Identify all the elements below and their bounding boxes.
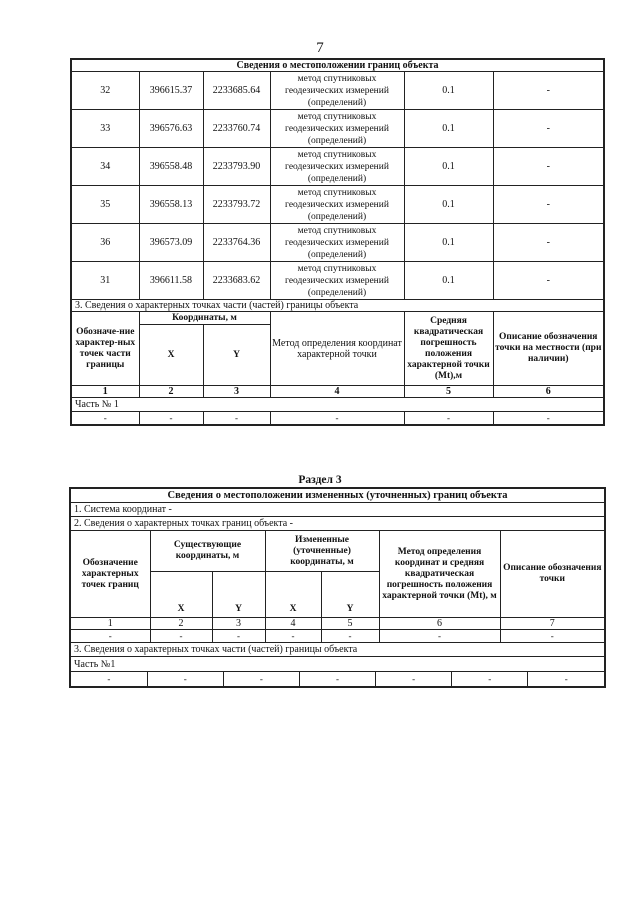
coord-x: 396558.48: [139, 148, 203, 186]
method-cell: метод спутниковых геодезических измерений (определений): [270, 224, 404, 262]
header-y: Y: [203, 325, 270, 386]
part-row-container: [70, 672, 605, 688]
desc-cell: -: [493, 186, 604, 224]
boundary-points-table: [70, 58, 605, 426]
header-existing: Существующие координаты, м: [150, 531, 265, 572]
dash-cell: -: [147, 672, 223, 686]
table-row: [71, 262, 604, 300]
column-number: 7: [500, 618, 605, 630]
section-heading: 2. Сведения о характерных точках границ объекта -: [70, 517, 605, 531]
header-coords: Координаты, м: [139, 312, 270, 325]
mt-cell: 0.1: [404, 224, 493, 262]
dash-cell: -: [376, 672, 452, 686]
coord-y: 2233793.72: [203, 186, 270, 224]
dash-cell: -: [270, 412, 404, 426]
header-mt: Средняя квадратическая погрешность положения характерной точки (Mt),м: [404, 312, 493, 386]
table-row: [71, 72, 604, 110]
column-number: 3: [212, 618, 265, 630]
coord-x: 396573.09: [139, 224, 203, 262]
coord-y: 2233685.64: [203, 72, 270, 110]
dash-cell: -: [404, 412, 493, 426]
header-changed: Измененные (уточненные) координаты, м: [265, 531, 379, 572]
dash-cell: -: [299, 672, 375, 686]
header-method: Метод определения координат характерной точки: [270, 312, 404, 386]
column-numbers-row: [70, 618, 605, 630]
mt-cell: 0.1: [404, 262, 493, 300]
column-number: 3: [203, 386, 270, 398]
column-number: 1: [70, 618, 150, 630]
desc-cell: -: [493, 72, 604, 110]
dash-cell: -: [71, 412, 139, 426]
desc-cell: -: [493, 110, 604, 148]
page-number: 7: [316, 40, 324, 56]
point-number: 35: [71, 186, 139, 224]
table-title: Сведения о местоположении границ объекта: [71, 59, 604, 72]
table-row: [71, 412, 604, 426]
column-number: 2: [150, 618, 212, 630]
desc-cell: -: [493, 262, 604, 300]
coord-x: 396558.13: [139, 186, 203, 224]
dash-cell: -: [203, 412, 270, 426]
header-desc: Описание обозначения точки на местности (при наличии): [493, 312, 604, 386]
dash-cell: -: [500, 630, 605, 643]
table-row: [71, 186, 604, 224]
section-heading: 1. Система координат -: [70, 503, 605, 517]
header-x: X: [265, 572, 321, 618]
changed-boundary-table: [69, 487, 606, 688]
column-number: 6: [493, 386, 604, 398]
table-row: [71, 148, 604, 186]
dash-cell: -: [452, 672, 528, 686]
header-method: Метод определения координат и средняя квадратическая погрешность положения характерной точки (Mt), м: [379, 531, 500, 618]
coord-x: 396576.63: [139, 110, 203, 148]
point-number: 33: [71, 110, 139, 148]
part-dash-row: [71, 672, 604, 686]
point-number: 31: [71, 262, 139, 300]
mt-cell: 0.1: [404, 186, 493, 224]
section-heading: 3. Сведения о характерных точках части (частей) границы объекта: [70, 643, 605, 657]
method-cell: метод спутниковых геодезических измерений (определений): [270, 262, 404, 300]
header-designation: Обозначе-ние характер-ных точек части границы: [71, 312, 139, 386]
column-number: 4: [265, 618, 321, 630]
dash-cell: -: [139, 412, 203, 426]
dash-cell: -: [379, 630, 500, 643]
dash-cell: -: [265, 630, 321, 643]
table-title: Сведения о местоположении измененных (уточненных) границ объекта: [70, 488, 605, 503]
coord-y: 2233683.62: [203, 262, 270, 300]
column-number: 5: [321, 618, 379, 630]
header-y: Y: [321, 572, 379, 618]
part-label: Часть №1: [70, 657, 605, 672]
mt-cell: 0.1: [404, 148, 493, 186]
header-y: Y: [212, 572, 265, 618]
header-x: X: [150, 572, 212, 618]
point-number: 34: [71, 148, 139, 186]
part-label: Часть № 1: [71, 398, 604, 412]
column-number: 2: [139, 386, 203, 398]
method-cell: метод спутниковых геодезических измерений (определений): [270, 110, 404, 148]
point-number: 32: [71, 72, 139, 110]
header-designation: Обозначение характерных точек границ: [70, 531, 150, 618]
dash-cell: -: [70, 630, 150, 643]
column-numbers-row: [71, 386, 604, 398]
table-row: [71, 224, 604, 262]
column-number: 4: [270, 386, 404, 398]
desc-cell: -: [493, 148, 604, 186]
coord-x: 396615.37: [139, 72, 203, 110]
desc-cell: -: [493, 224, 604, 262]
dash-cell: -: [107, 674, 111, 684]
header-desc: Описание обозначения точки: [500, 531, 605, 618]
method-cell: метод спутниковых геодезических измерений (определений): [270, 72, 404, 110]
mt-cell: 0.1: [404, 110, 493, 148]
point-number: 36: [71, 224, 139, 262]
section-heading: 3. Сведения о характерных точках части (частей) границы объекта: [71, 300, 604, 312]
header-x: X: [139, 325, 203, 386]
method-cell: метод спутниковых геодезических измерений (определений): [270, 148, 404, 186]
table-row: [71, 110, 604, 148]
coord-x: 396611.58: [139, 262, 203, 300]
dash-cell: -: [223, 672, 299, 686]
dash-cell: -: [528, 672, 604, 686]
method-cell: метод спутниковых геодезических измерений (определений): [270, 186, 404, 224]
column-number: 6: [379, 618, 500, 630]
coord-y: 2233760.74: [203, 110, 270, 148]
dash-cell: -: [493, 412, 604, 426]
column-number: 5: [404, 386, 493, 398]
section-title: Раздел 3: [298, 474, 342, 486]
dash-cell: -: [150, 630, 212, 643]
coord-y: 2233764.36: [203, 224, 270, 262]
coord-y: 2233793.90: [203, 148, 270, 186]
table-row: [70, 630, 605, 643]
column-number: 1: [71, 386, 139, 398]
mt-cell: 0.1: [404, 72, 493, 110]
dash-cell: -: [212, 630, 265, 643]
dash-cell: -: [321, 630, 379, 643]
